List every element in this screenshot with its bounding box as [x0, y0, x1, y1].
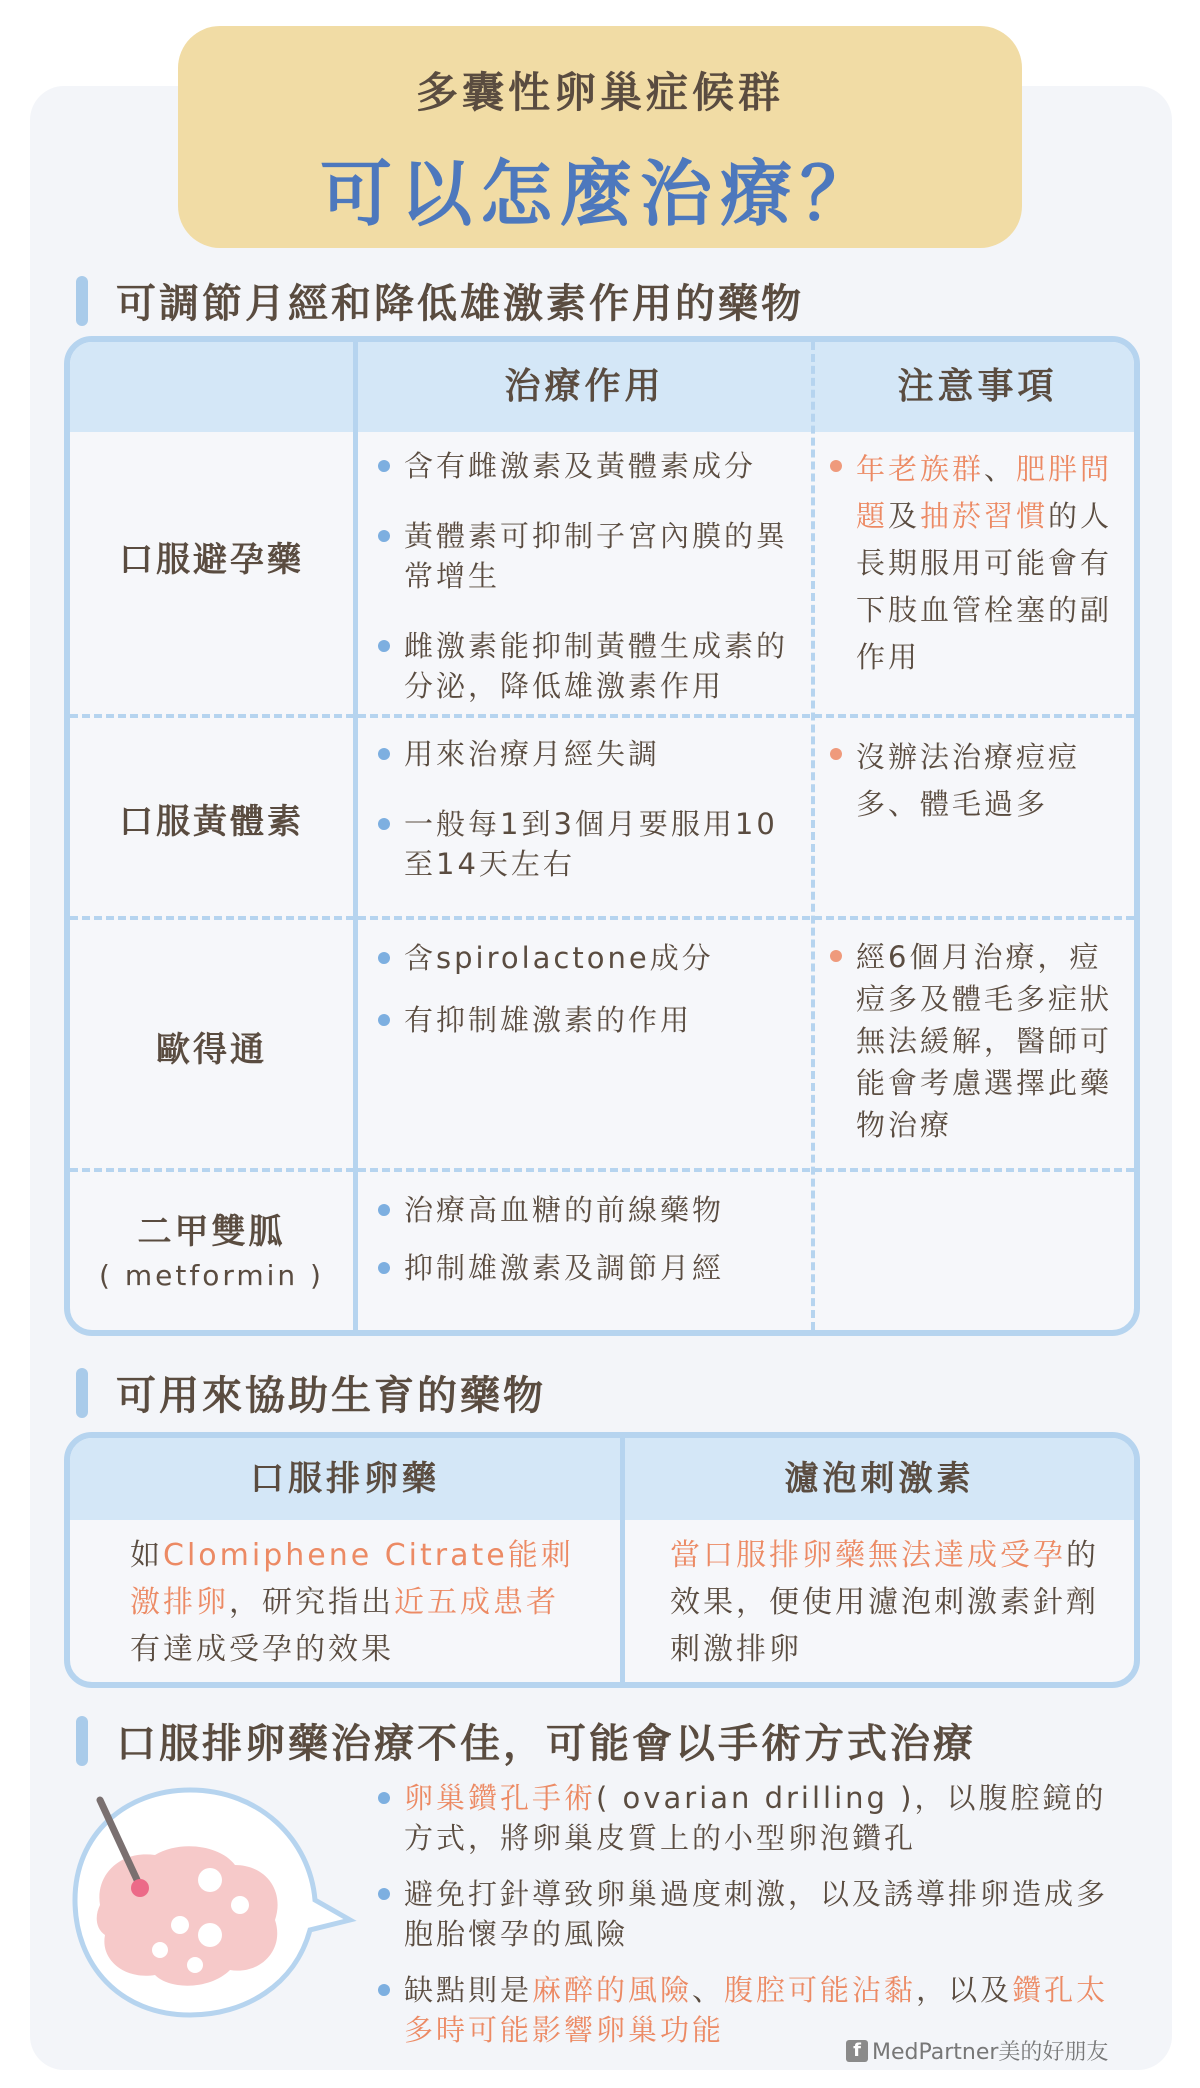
ovary-illustration [60, 1770, 360, 2030]
facebook-icon: f [846, 2040, 868, 2062]
header-fsh: 濾泡刺激素 [784, 1459, 975, 1499]
list-item: 黃體素可抑制子宮內膜的異常增生 [378, 516, 803, 596]
title-card [178, 26, 1022, 248]
row-label: 二甲雙胍 ( metformin ) [99, 1212, 324, 1292]
brand-footer [846, 2035, 1108, 2066]
fsh-text: 當口服排卵藥無法達成受孕的效果，便使用濾泡刺激素針劑刺激排卵 [670, 1538, 1099, 1667]
list-item: 缺點則是麻醉的風險、腹腔可能沾黏，以及鑽孔太多時可能影響卵巢功能 [378, 1970, 1138, 2050]
header-effect: 治療作用 [504, 366, 665, 407]
header-oral-ovulation: 口服排卵藥 [250, 1459, 440, 1499]
heading-bar [76, 1716, 88, 1766]
heading-bar [76, 1368, 88, 1418]
effects-list [378, 734, 803, 884]
list-item: 避免打針導致卵巢過度刺激，以及誘導排卵造成多胞胎懷孕的風險 [378, 1874, 1138, 1954]
page-subtitle: 多囊性卵巢症候群 [415, 68, 784, 117]
medication-table [64, 336, 1140, 1336]
list-item: 抑制雄激素及調節月經 [378, 1248, 803, 1288]
drill-point [131, 1879, 149, 1897]
follicle [231, 1896, 249, 1914]
surgery-list [378, 1778, 1138, 2066]
list-item: 含有雌激素及黃體素成分 [378, 446, 803, 486]
notes-list [830, 936, 1120, 1146]
list-item: 用來治療月經失調 [378, 734, 803, 774]
follicle [198, 1868, 222, 1892]
follicle [187, 1957, 203, 1973]
fertility-table [64, 1432, 1140, 1688]
follicle [198, 1923, 222, 1947]
list-item: 沒辦法治療痘痘多、體毛過多 [830, 734, 1120, 828]
notes-list [830, 734, 1120, 828]
column-divider [811, 342, 815, 1330]
follicle [171, 1916, 189, 1934]
notes-list [830, 436, 1130, 681]
list-item: 含spirolactone成分 [378, 938, 803, 978]
list-item: 一般每1到3個月要服用10至14天左右 [378, 804, 803, 884]
brand-text: MedPartner美的好朋友 [872, 2040, 1109, 2065]
row-divider [70, 916, 1134, 920]
oral-ovulation-text: 如Clomiphene Citrate能刺激排卵，研究指出近五成患者有達成受孕的效果 [130, 1538, 574, 1667]
row-divider [70, 1168, 1134, 1172]
list-item: 治療高血糖的前線藥物 [378, 1190, 803, 1230]
row-divider [70, 714, 1134, 718]
column-divider [353, 342, 358, 1330]
section1-heading: 可調節月經和降低雄激素作用的藥物 [76, 272, 804, 329]
list-item: 卵巢鑽孔手術( ovarian drilling )，以腹腔鏡的方式，將卵巢皮質上的小型卵泡鑽孔 [378, 1778, 1138, 1858]
header-notes: 注意事項 [897, 366, 1058, 407]
section2-heading: 可用來協助生育的藥物 [76, 1364, 546, 1421]
effects-list [378, 1190, 803, 1288]
page-title: 可以怎麼治療？ [319, 152, 880, 236]
row-label: 口服黃體素 [119, 802, 304, 842]
list-item: 經6個月治療，痘痘多及體毛多症狀無法緩解，醫師可能會考慮選擇此藥物治療 [830, 936, 1120, 1146]
effects-list [378, 938, 803, 1040]
effects-list [378, 436, 803, 706]
heading-bar [76, 276, 88, 326]
list-item: 有抑制雄激素的作用 [378, 1000, 803, 1040]
row-label: 口服避孕藥 [119, 540, 304, 580]
list-item: 年老族群、肥胖問題及抽菸習慣的人長期服用可能會有下肢血管栓塞的副作用 [830, 446, 1130, 681]
list-item: 雌激素能抑制黃體生成素的分泌，降低雄激素作用 [378, 626, 803, 706]
section3-heading: 口服排卵藥治療不佳，可能會以手術方式治療 [76, 1712, 976, 1769]
row-label: 歐得通 [156, 1030, 267, 1070]
follicle [152, 1942, 168, 1958]
